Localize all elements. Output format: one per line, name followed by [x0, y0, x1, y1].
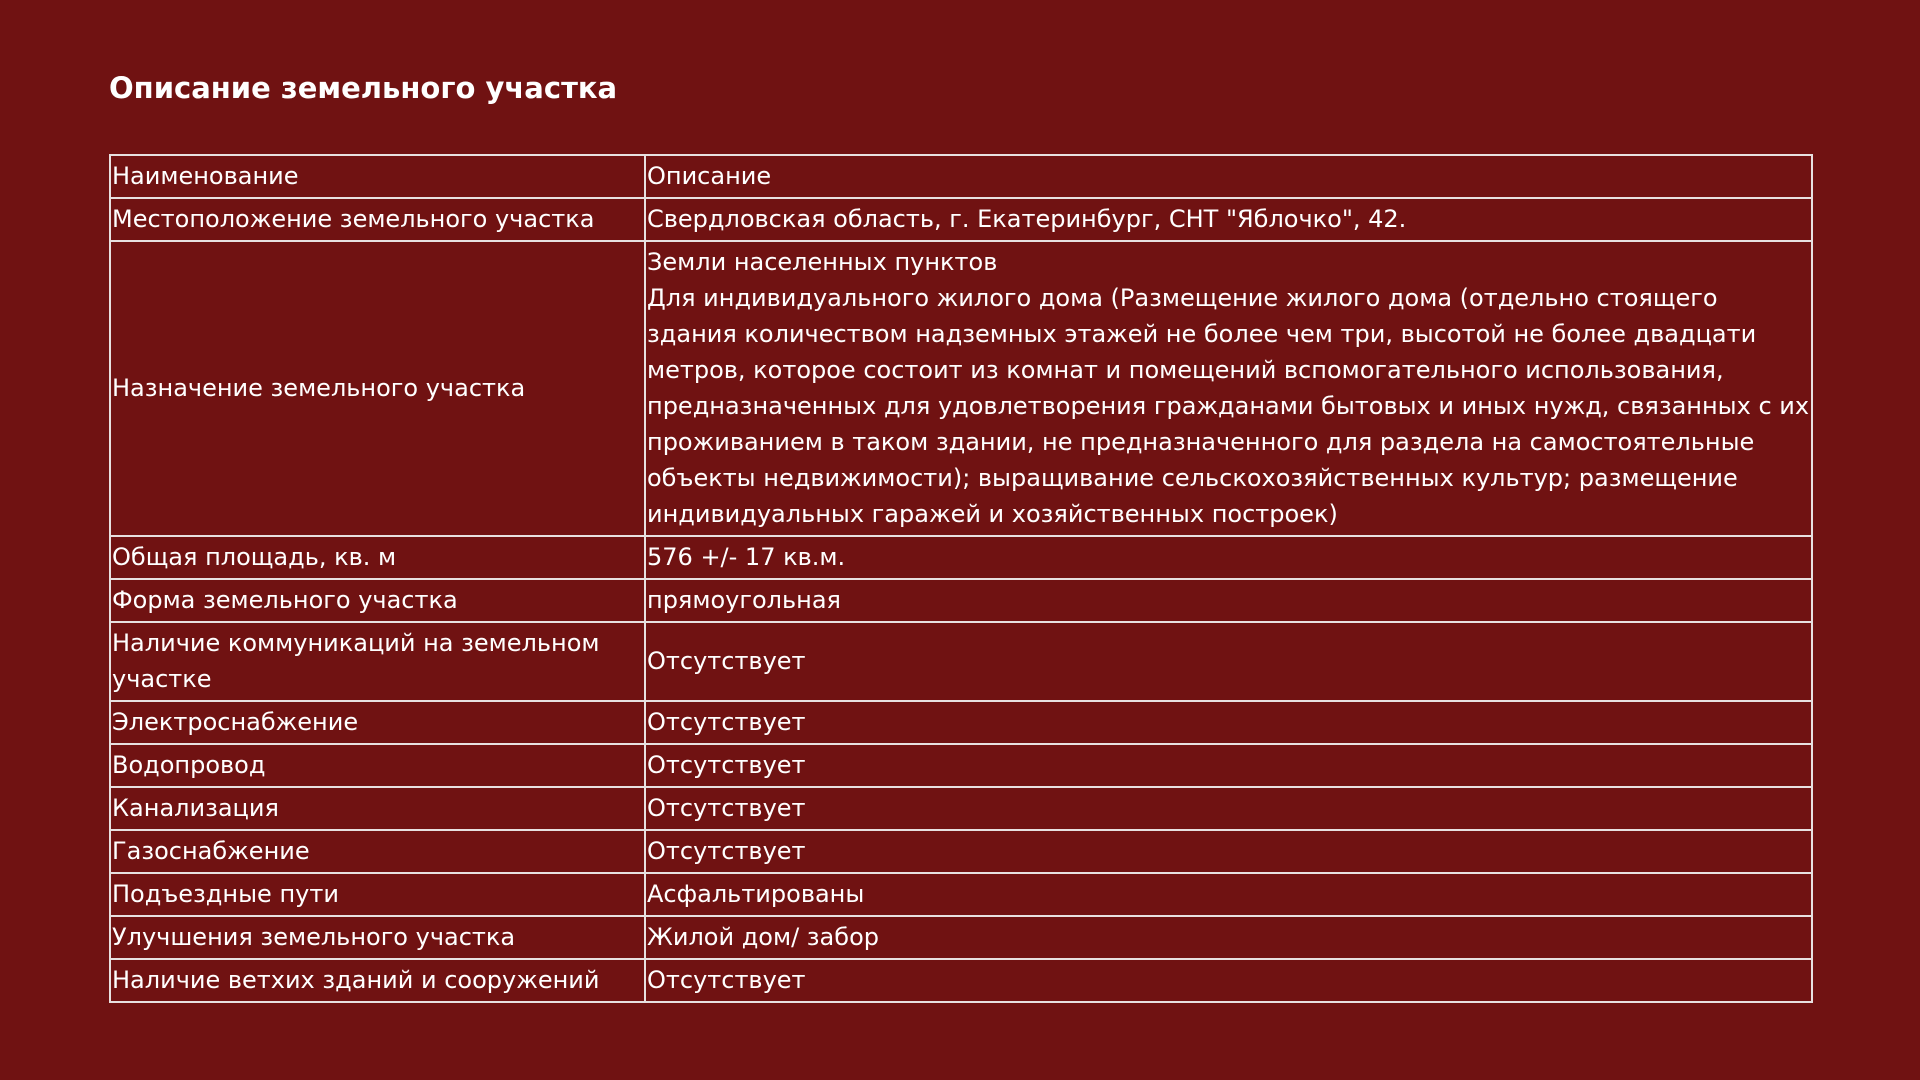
land-description-table: [109, 154, 1813, 1003]
page-title: Описание земельного участка: [109, 71, 618, 105]
table-row: [110, 701, 1812, 744]
slide: [109, 0, 1811, 1080]
row-name-cell: Назначение земельного участка: [110, 241, 645, 536]
row-value-cell: Отсутствует: [645, 744, 1812, 787]
permitted-use-text: Для индивидуального жилого дома (Размещение жилого дома (отдельно стоящего здания количеством надземных этажей не более чем три, высотой не более двадцати метров, которое состоит из комнат и помещений вспомогательного использования, предназначенных для удовлетворения гражданами бытовых и иных нужд, связанных с их проживанием в таком здании, не предназначенного для раздела на самостоятельные объекты недвижимости); выращивание сельскохозяйственных культур; размещение индивидуальных гаражей и хозяйственных построек): [647, 284, 1810, 528]
table-row: [110, 959, 1812, 1002]
row-name-cell: Наличие коммуникаций на земельном участке: [110, 622, 645, 701]
row-value-cell: Отсутствует: [645, 959, 1812, 1002]
row-value-cell: [645, 241, 1812, 536]
table-row: [110, 198, 1812, 241]
row-name-cell: Форма земельного участка: [110, 579, 645, 622]
table-row: [110, 916, 1812, 959]
row-value-cell: прямоугольная: [645, 579, 1812, 622]
row-name-cell: Местоположение земельного участка: [110, 198, 645, 241]
header-value-cell: Описание: [645, 155, 1812, 198]
table-row: [110, 536, 1812, 579]
table-row: [110, 830, 1812, 873]
row-name-cell: Водопровод: [110, 744, 645, 787]
table-row: [110, 744, 1812, 787]
row-value-cell: Отсутствует: [645, 622, 1812, 701]
row-name-cell: Газоснабжение: [110, 830, 645, 873]
land-category-text: Земли населенных пунктов: [647, 248, 998, 276]
table-row: [110, 579, 1812, 622]
row-name-cell: Электроснабжение: [110, 701, 645, 744]
table-row: [110, 622, 1812, 701]
row-name-cell: Наличие ветхих зданий и сооружений: [110, 959, 645, 1002]
header-name-cell: Наименование: [110, 155, 645, 198]
row-name-cell: Канализация: [110, 787, 645, 830]
row-value-cell: 576 +/- 17 кв.м.: [645, 536, 1812, 579]
row-name-cell: Общая площадь, кв. м: [110, 536, 645, 579]
row-value-cell: Отсутствует: [645, 701, 1812, 744]
row-value-cell: Асфальтированы: [645, 873, 1812, 916]
table-row: [110, 873, 1812, 916]
row-name-cell: Подъездные пути: [110, 873, 645, 916]
table-row: [110, 787, 1812, 830]
table-header-row: [110, 155, 1812, 198]
row-value-cell: Жилой дом/ забор: [645, 916, 1812, 959]
row-name-cell: Улучшения земельного участка: [110, 916, 645, 959]
table-row: [110, 241, 1812, 536]
row-value-cell: Отсутствует: [645, 830, 1812, 873]
row-value-cell: Свердловская область, г. Екатеринбург, СНТ "Яблочко", 42.: [645, 198, 1812, 241]
row-value-cell: Отсутствует: [645, 787, 1812, 830]
